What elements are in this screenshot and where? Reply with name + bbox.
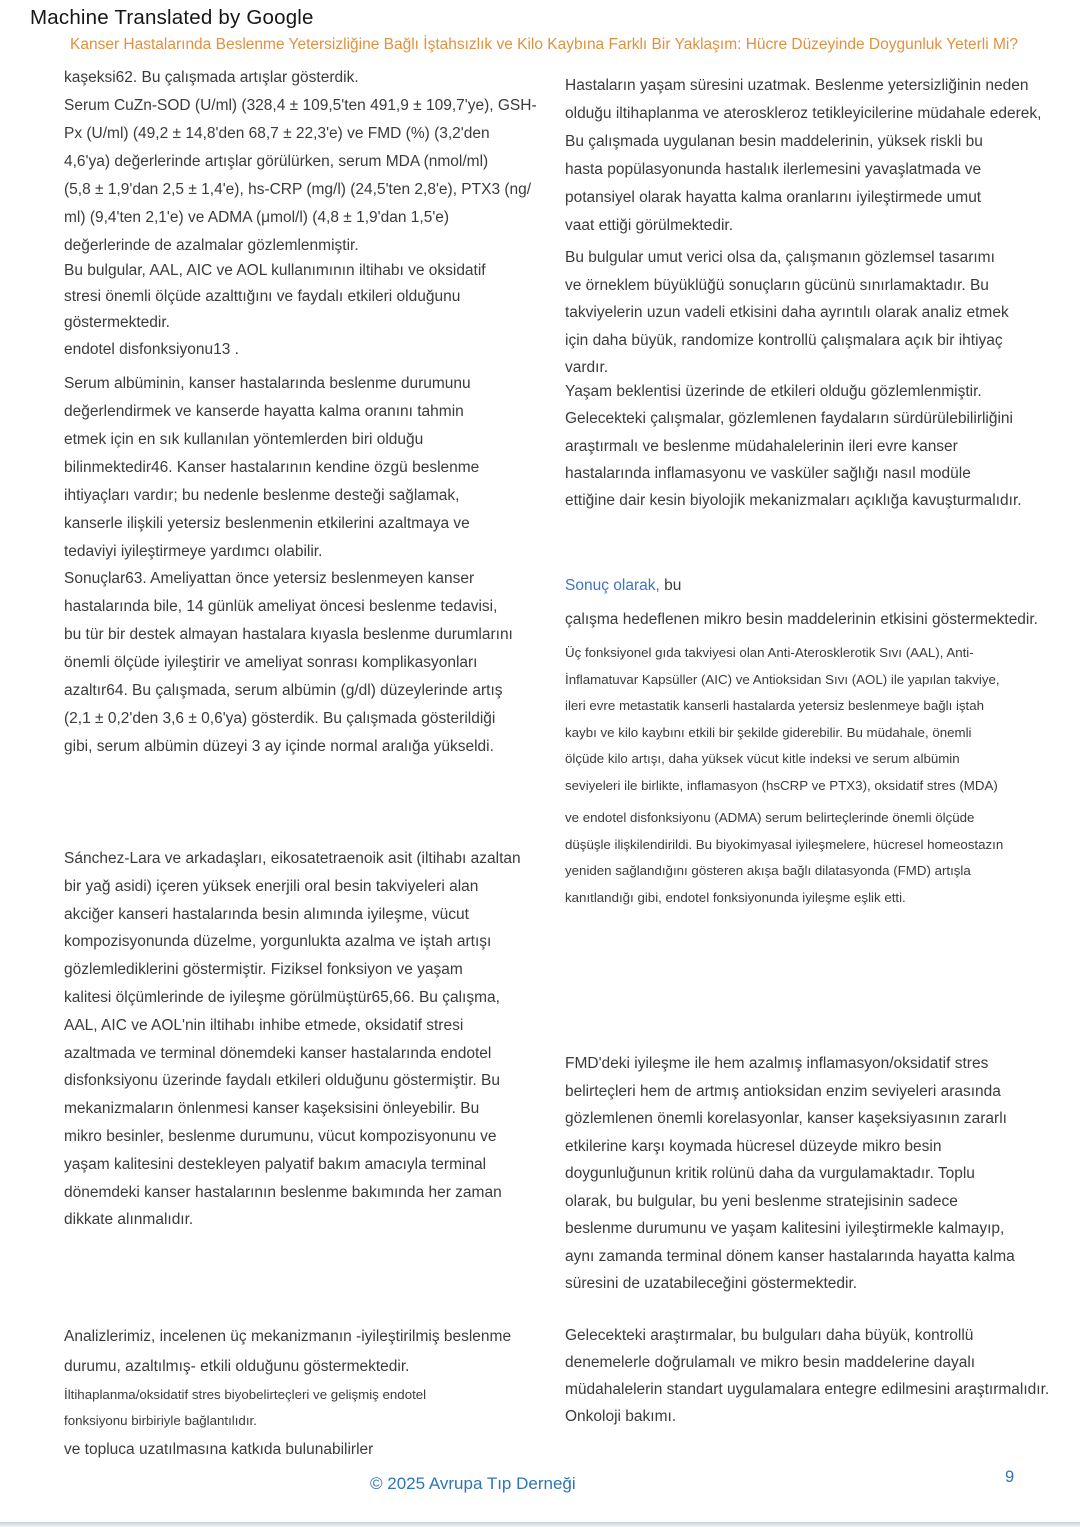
text-line: kalitesi ölçümlerinde de iyileşme görülmüştür65,66. Bu çalışma, bbox=[64, 988, 500, 1006]
text-line: araştırmalı ve beslenme müdahalelerinin ileri evre kanser bbox=[565, 437, 958, 455]
text-line: gözlemlenen önemli korelasyonlar, kanser kaşeksiyasının zararlı bbox=[565, 1110, 1007, 1127]
text-line: gibi, serum albümin düzeyi 3 ay içinde normal aralığa yükseldi. bbox=[64, 738, 494, 755]
text-line: bu bbox=[659, 577, 682, 594]
paragraph-block bbox=[565, 72, 1041, 240]
text-line: hastalarında bile, 14 günlük ameliyat öncesi beslenme tedavisi, bbox=[64, 598, 498, 615]
text-line: Bu bulgular umut verici olsa da, çalışmanın gözlemsel tasarımı bbox=[565, 249, 995, 266]
text-line: Sánchez-Lara ve arkadaşları, eikosatetraenoik asit (iltihabı azaltan bbox=[64, 850, 521, 867]
text-line: doygunluğunun kritik rolünü daha da vurgulamaktadır. Toplu bbox=[565, 1165, 975, 1182]
page-number: 9 bbox=[1005, 1468, 1015, 1486]
text-line: takviyelerin uzun vadeli etkisini daha ayrıntılı olarak analiz etmek bbox=[565, 304, 1009, 321]
text-line: dönemdeki kanser hastalarının beslenme bakımında her zaman bbox=[64, 1183, 502, 1201]
text-line: Gelecekteki araştırmalar, bu bulguları daha büyük, kontrollü bbox=[565, 1327, 974, 1344]
text-line: Serum CuZn-SOD (U/ml) (328,4 ± 109,5'ten 491,9 ± 109,7'ye), GSH- bbox=[64, 97, 537, 114]
text-line: vaat ettiği görülmektedir. bbox=[565, 217, 734, 234]
text-line: aynı zamanda terminal dönem kanser hastalarında hayatta kalma bbox=[565, 1247, 1015, 1265]
text-line: kompozisyonunda düzelme, yorgunlukta azalma ve iştah artışı bbox=[64, 933, 492, 951]
text-line: için daha büyük, randomize kontrollü çalışmalara açık bir ihtiyaç bbox=[565, 331, 1003, 349]
text-line: denemelerle doğrulamalı ve mikro besin maddelerine dayalı bbox=[565, 1354, 976, 1371]
text-line: ettiğine dair kesin biyolojik mekanizmaları açıklığa kavuşturmalıdır. bbox=[565, 492, 1022, 510]
text-line: kaşeksi62. Bu çalışmada artışlar gösterdik. bbox=[64, 69, 359, 86]
text-line: çalışma hedeflenen mikro besin maddelerinin etkisini göstermektedir. bbox=[565, 611, 1038, 628]
text-line: etkilerine karşı koymada hücresel düzeyde mikro besin bbox=[565, 1137, 942, 1155]
paragraph-block bbox=[565, 1050, 1015, 1298]
text-line: vardır. bbox=[565, 359, 609, 376]
text-line: ölçüde kilo artışı, daha yüksek vücut kitle indeksi ve serum albümin bbox=[565, 751, 960, 766]
text-line: (5,8 ± 1,9'dan 2,5 ± 1,4'e), hs-CRP (mg/l) (24,5'ten 2,8'e), PTX3 (ng/ bbox=[64, 181, 532, 198]
text-line: önemli ölçüde iyileştirir ve ameliyat sonrası komplikasyonları bbox=[64, 654, 478, 671]
text-line: kanserle ilişkili yetersiz beslenmenin etkilerini azaltmaya ve bbox=[64, 515, 470, 532]
text-line: disfonksiyonu üzerinde faydalı etkileri olduğunu göstermiştir. Bu bbox=[64, 1072, 500, 1090]
text-line: İnflamatuvar Kapsüller (AIC) ve Antioksidan Sıvı (AOL) ile yapılan takviye, bbox=[565, 671, 1000, 687]
text-line: Bu bulgular, AAL, AIC ve AOL kullanımının iltihabı ve oksidatif bbox=[64, 262, 486, 279]
text-line: ileri evre metastatik kanserli hastalarda yetersiz beslenmeye bağlı iştah bbox=[565, 698, 985, 713]
paragraph-block bbox=[64, 845, 521, 1234]
paragraph-block bbox=[64, 565, 513, 761]
paragraph-block bbox=[64, 92, 537, 260]
text-line: ml) (9,4'ten 2,1'e) ve ADMA (μmol/l) (4,8 ± 1,9'dan 1,5'e) bbox=[64, 209, 450, 226]
text-line: hastalarında inflamasyonu ve vasküler sağlığı nasıl modüle bbox=[565, 464, 971, 482]
watermark: Machine Translated by Google bbox=[30, 6, 314, 29]
text-line: kanıtlandığı gibi, endotel fonksiyonunda iyileşme eşlik etti. bbox=[565, 889, 906, 905]
text-line: stresi önemli ölçüde azalttığını ve faydalı etkileri olduğunu bbox=[64, 288, 461, 305]
text-line: (2,1 ± 0,2'den 3,6 ± 0,6'ya) gösterdik. Bu çalışmada gösterildiği bbox=[64, 710, 496, 727]
paragraph-block bbox=[64, 64, 359, 92]
text-line: potansiyel olarak hayatta kalma oranlarını iyileştirmede umut bbox=[565, 189, 982, 206]
text-line: olduğu iltihaplanma ve ateroskleroz tetikleyicilerine müdahale ederek, bbox=[565, 105, 1042, 122]
text-line: akciğer kanseri hastalarında besin alımında iyileşme, vücut bbox=[64, 905, 469, 923]
text-line: Hastaların yaşam süresini uzatmak. Beslenme yetersizliğinin neden bbox=[565, 77, 1029, 94]
text-line: FMD'deki iyileşme ile hem azalmış inflamasyon/oksidatif stres bbox=[565, 1055, 989, 1072]
page-title: Kanser Hastalarında Beslenme Yetersizliğine Bağlı İştahsızlık ve Kilo Kaybına Farklı Bir Yaklaşım: Hücre Düzeyinde Doygunluk Yeterli Mi? bbox=[70, 36, 1018, 53]
text-line: beslenme durumunu ve yaşam kalitesini iyileştirmekle kalmayıp, bbox=[565, 1220, 1005, 1237]
paragraph-block bbox=[64, 336, 239, 364]
text-line: belirteçleri hem de artmış antioksidan enzim seviyeleri arasında bbox=[565, 1082, 1001, 1100]
text-line: ve örneklem büyüklüğü sonuçların gücünü sınırlamaktadır. Bu bbox=[565, 276, 989, 294]
text-line: yaşam kalitesini destekleyen palyatif bakım amacıyla terminal bbox=[64, 1155, 487, 1173]
text-line: hasta popülasyonunda hastalık ilerlemesini yavaşlatmada ve bbox=[565, 161, 982, 178]
text-line: ve endotel disfonksiyonu (ADMA) serum belirteçlerinde önemli ölçüde bbox=[565, 810, 975, 825]
paragraph-block bbox=[565, 805, 1003, 911]
text-line: mikro besinler, beslenme durumunu, vücut kompozisyonunu ve bbox=[64, 1127, 497, 1145]
text-line: Yaşam beklentisi üzerinde de etkileri olduğu gözlemlenmiştir. bbox=[565, 383, 982, 400]
text-line: endotel disfonksiyonu13 . bbox=[64, 341, 239, 358]
text-line: fonksiyonu birbiriyle bağlantılıdır. bbox=[64, 1413, 257, 1428]
text-line: etmek için en sık kullanılan yöntemlerden biri olduğu bbox=[64, 431, 424, 448]
text-line: dikkate alınmalıdır. bbox=[64, 1211, 194, 1229]
text-line: süresini de uzatabileceğini göstermektedir. bbox=[565, 1275, 858, 1292]
bottom-edge-strip bbox=[0, 1522, 1080, 1527]
text-line: Gelecekteki çalışmalar, gözlemlenen faydaların sürdürülebilirliğini bbox=[565, 410, 1013, 428]
paragraph-block bbox=[64, 258, 486, 336]
text-line: göstermektedir. bbox=[64, 314, 170, 331]
text-line: AAL, AIC ve AOL'nin iltihabı inhibe etmede, oksidatif stresi bbox=[64, 1016, 464, 1034]
text-line: Onkoloji bakımı. bbox=[565, 1408, 677, 1425]
paragraph-block bbox=[565, 572, 681, 600]
conclusion-lead: Sonuç olarak, bbox=[565, 577, 660, 594]
text-line: Analizlerimiz, incelenen üç mekanizmanın -iyileştirilmiş beslenme bbox=[64, 1328, 512, 1345]
paragraph-block bbox=[64, 1436, 373, 1464]
text-line: Üç fonksiyonel gıda takviyesi olan Anti-Aterosklerotik Sıvı (AAL), Anti- bbox=[565, 645, 974, 660]
paragraph-block bbox=[64, 1322, 511, 1382]
text-line: tedaviyi iyileştirmeye yardımcı olabilir. bbox=[64, 543, 323, 560]
paragraph-block bbox=[565, 606, 1038, 634]
text-line: Bu çalışmada uygulanan besin maddelerinin, yüksek riskli bu bbox=[565, 133, 983, 150]
text-line: mekanizmaların önlenmesi kanser kaşeksisini önleyebilir. Bu bbox=[64, 1100, 480, 1118]
paragraph-block bbox=[565, 1322, 1049, 1430]
paragraph-block bbox=[64, 1382, 426, 1434]
text-line: bu tür bir destek almayan hastalara kıyasla beslenme durumlarını bbox=[64, 626, 513, 643]
footer-copyright: © 2025 Avrupa Tıp Derneği bbox=[370, 1474, 576, 1493]
text-line: Sonuçlar63. Ameliyattan önce yetersiz beslenmeyen kanser bbox=[64, 570, 475, 587]
paragraph-block bbox=[64, 370, 479, 566]
text-line: seviyeleri ile birlikte, inflamasyon (hsCRP ve PTX3), oksidatif stres (MDA) bbox=[565, 777, 998, 793]
paragraph-block bbox=[565, 640, 1000, 799]
text-line: kaybı ve kilo kaybını etkili bir şekilde giderebilir. Bu müdahale, önemli bbox=[565, 724, 972, 740]
text-line: müdahalelerin standart uygulamalara entegre edilmesini araştırmalıdır. bbox=[565, 1381, 1050, 1398]
text-line: değerlendirmek ve kanserde hayatta kalma oranını tahmin bbox=[64, 403, 464, 420]
text-line: değerlerinde de azalmalar gözlemlenmiştir. bbox=[64, 237, 359, 254]
text-line: 4,6'ya) değerlerinde artışlar görülürken, serum MDA (nmol/ml) bbox=[64, 153, 489, 170]
text-line: durumu, azaltılmış- etkili olduğunu göstermektedir. bbox=[64, 1358, 410, 1375]
text-line: Px (U/ml) (49,2 ± 14,8'den 68,7 ± 22,3'e) ve FMD (%) (3,2'den bbox=[64, 125, 490, 142]
text-line: düşüşle ilişkilendirildi. Bu biyokimyasal iyileşmelere, hücresel homeostazın bbox=[565, 836, 1004, 852]
text-line: gözlemlediklerini göstermiştir. Fiziksel fonksiyon ve yaşam bbox=[64, 961, 463, 979]
text-line: yeniden sağlandığını gösteren akışa bağlı dilatasyonda (FMD) artışla bbox=[565, 863, 971, 878]
text-line: Serum albüminin, kanser hastalarında beslenme durumunu bbox=[64, 375, 471, 392]
text-line: ihtiyaçları vardır; bu nedenle beslenme desteği sağlamak, bbox=[64, 487, 460, 504]
text-line: bir yağ asidi) içeren yüksek enerjili oral besin takviyeleri alan bbox=[64, 877, 479, 895]
text-line: ve topluca uzatılmasına katkıda bulunabilirler bbox=[64, 1441, 374, 1458]
text-line: bilinmektedir46. Kanser hastalarının kendine özgü beslenme bbox=[64, 459, 480, 476]
text-line: azaltır64. Bu çalışmada, serum albümin (g/dl) düzeylerinde artış bbox=[64, 682, 503, 699]
text-line: olarak, bu bulgular, bu yeni beslenme stratejisinin sadece bbox=[565, 1192, 958, 1210]
text-line: İltihaplanma/oksidatif stres biyobelirteçleri ve gelişmiş endotel bbox=[64, 1387, 427, 1402]
paragraph-block bbox=[565, 378, 1022, 514]
paragraph-block bbox=[565, 244, 1009, 382]
text-line: azaltmada ve terminal dönemdeki kanser hastalarında endotel bbox=[64, 1044, 492, 1062]
